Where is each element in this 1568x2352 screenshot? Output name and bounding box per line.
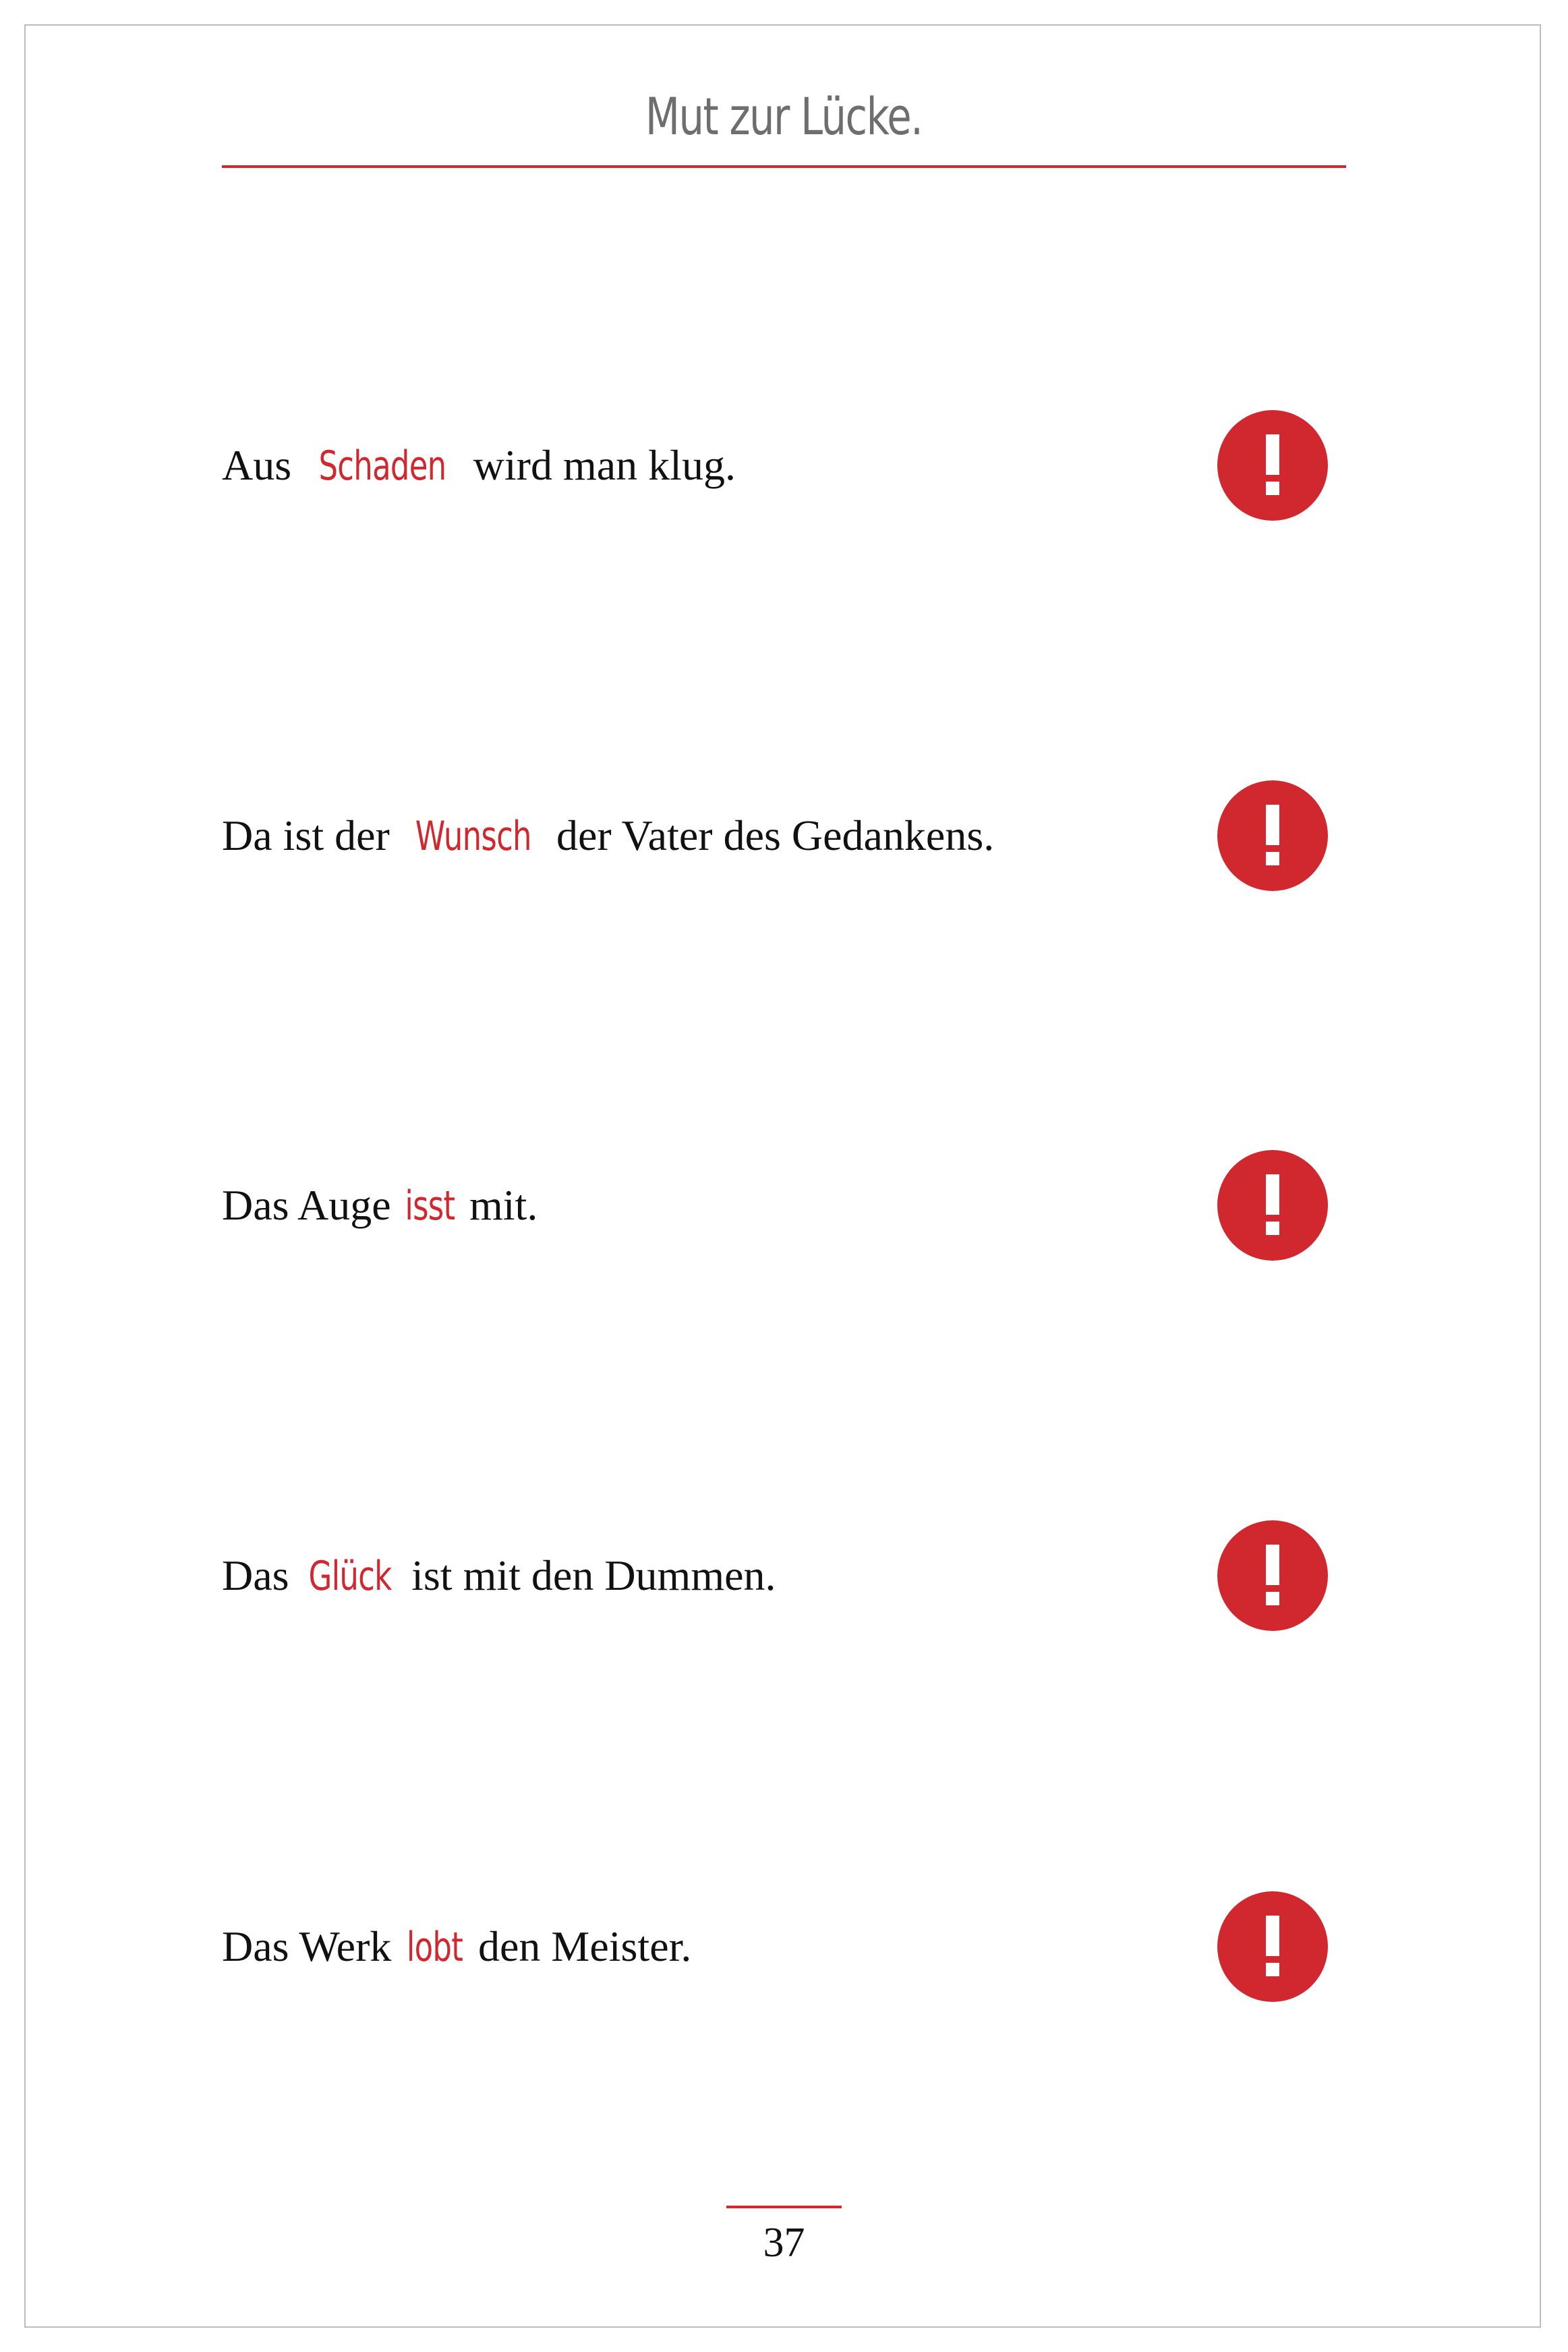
gap-word: Schaden bbox=[318, 442, 446, 490]
sentence-after: der Vater des Gedankens. bbox=[545, 811, 995, 859]
sentence bbox=[222, 1551, 776, 1601]
sentence-after: mit. bbox=[458, 1181, 538, 1229]
sentence-before: Das bbox=[222, 1551, 300, 1599]
sentence bbox=[222, 1922, 691, 1972]
sentence-before: Da ist der bbox=[222, 811, 401, 859]
gap-word: Glück bbox=[308, 1553, 392, 1600]
sentence-after: den Meister. bbox=[467, 1922, 692, 1970]
gap-word: isst bbox=[405, 1182, 455, 1230]
sentence bbox=[222, 811, 994, 861]
title-divider bbox=[222, 165, 1346, 168]
sentence bbox=[222, 1180, 538, 1230]
page-number: 37 bbox=[763, 2220, 805, 2266]
sentence-before: Das Auge bbox=[222, 1181, 402, 1229]
gap-word: lobt bbox=[407, 1924, 463, 1971]
list-item bbox=[222, 1518, 1328, 1633]
sentence-before: Das Werk bbox=[222, 1922, 403, 1970]
exclamation-icon bbox=[1217, 780, 1328, 891]
exclamation-icon bbox=[1217, 1150, 1328, 1261]
list-item bbox=[222, 1148, 1328, 1263]
sentence-after: ist mit den Dummen. bbox=[401, 1551, 776, 1599]
footer-divider bbox=[726, 2206, 842, 2208]
sentence bbox=[222, 440, 736, 490]
exclamation-icon bbox=[1217, 410, 1328, 521]
page-title bbox=[0, 86, 1568, 146]
page-title-text: Mut zur Lücke. bbox=[645, 86, 923, 146]
list-item bbox=[222, 1889, 1328, 2004]
sentence-after: wird man klug. bbox=[462, 441, 736, 489]
exclamation-icon bbox=[1217, 1891, 1328, 2002]
gap-word: Wunsch bbox=[415, 813, 531, 860]
list-item bbox=[222, 778, 1328, 893]
list-item bbox=[222, 408, 1328, 523]
exclamation-icon bbox=[1217, 1520, 1328, 1631]
sentence-before: Aus bbox=[222, 441, 303, 489]
